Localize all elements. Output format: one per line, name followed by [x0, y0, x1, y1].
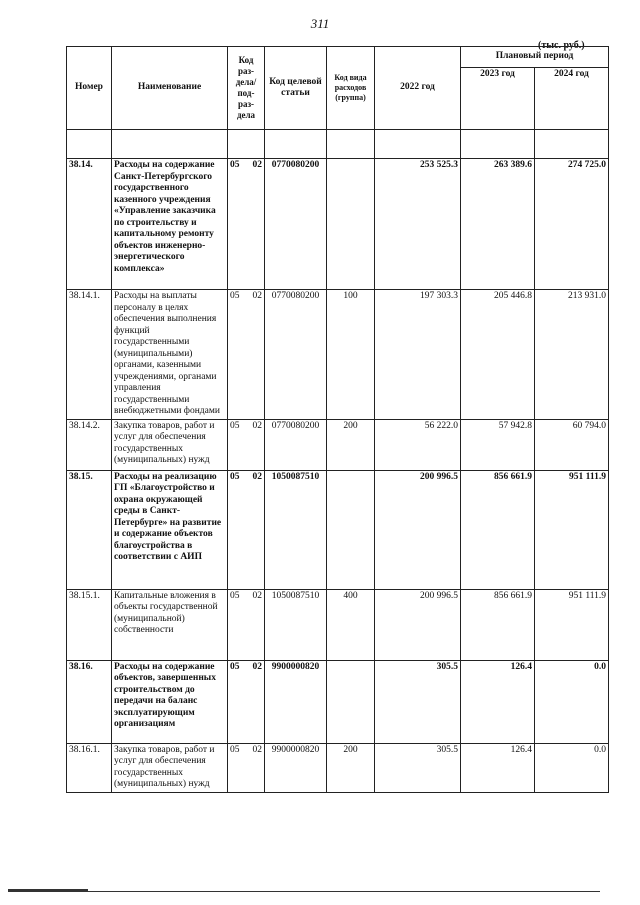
row-value-2024: 951 111.9: [535, 589, 609, 660]
row-section-code: [228, 159, 265, 290]
row-expense-code: [327, 660, 375, 743]
row-value-2023: 856 661.9: [461, 470, 535, 589]
row-value-2022: 200 996.5: [375, 470, 461, 589]
row-value-2024: 274 725.0: [535, 159, 609, 290]
row-value-2022: 197 303.3: [375, 290, 461, 420]
row-target-code: 0770080200: [265, 290, 327, 420]
row-value-2024: 0.0: [535, 743, 609, 792]
section-code: 05: [230, 661, 240, 672]
row-expense-code: [327, 470, 375, 589]
row-target-code: 1050087510: [265, 470, 327, 589]
section-code: 05: [230, 160, 240, 170]
row-value-2024: 60 794.0: [535, 419, 609, 470]
row-value-2023: 205 446.8: [461, 290, 535, 420]
row-name: Расходы на выплаты персоналу в целях обеспечения выполнения функций государственными (муниципальными) органами, казенными учреждениями, органами управления государственными внебюджетными фондами: [112, 290, 228, 420]
table-body: [67, 130, 609, 793]
row-section-code: [228, 660, 265, 743]
subsection-code: 02: [252, 471, 262, 482]
row-expense-code: 200: [327, 419, 375, 470]
row-section-code: [228, 419, 265, 470]
section-code: 05: [230, 590, 240, 601]
table-row: [67, 470, 609, 589]
row-target-code: 0770080200: [265, 159, 327, 290]
header-year-2024: 2024 год: [535, 68, 609, 130]
row-name: Закупка товаров, работ и услуг для обеспечения государственных (муниципальных) нужд: [112, 419, 228, 470]
row-section-code: [228, 470, 265, 589]
row-value-2022: 200 996.5: [375, 589, 461, 660]
row-number: 38.14.: [67, 159, 112, 290]
row-target-code: 0770080200: [265, 419, 327, 470]
row-value-2024: 213 931.0: [535, 290, 609, 420]
table-header: [67, 47, 609, 130]
subsection-code: 02: [252, 744, 262, 755]
table-row: [67, 743, 609, 792]
subsection-code: 02: [252, 420, 262, 431]
row-number: 38.15.: [67, 470, 112, 589]
header-expense-code: Код вида расходов (группа): [327, 47, 375, 130]
row-name: Капитальные вложения в объекты государственной (муниципальной) собственности: [112, 589, 228, 660]
row-number: 38.15.1.: [67, 589, 112, 660]
table-row: [67, 660, 609, 743]
row-value-2022: 305.5: [375, 660, 461, 743]
row-value-2022: 56 222.0: [375, 419, 461, 470]
table-row: [67, 159, 609, 290]
header-section-code: Код раз-дела/под-раз-дела: [228, 47, 265, 130]
row-value-2024: 0.0: [535, 660, 609, 743]
header-planned-period: Плановый период: [461, 47, 609, 68]
footer-divider: [8, 891, 600, 892]
header-year-2023: 2023 год: [461, 68, 535, 130]
subsection-code: 02: [252, 291, 262, 301]
subsection-code: 02: [252, 590, 262, 601]
row-number: 38.14.1.: [67, 290, 112, 420]
row-number: 38.16.1.: [67, 743, 112, 792]
row-value-2023: 57 942.8: [461, 419, 535, 470]
row-value-2023: 126.4: [461, 743, 535, 792]
section-code: 05: [230, 471, 240, 482]
row-name: Расходы на реализацию ГП «Благоустройство и охрана окружающей среды в Санкт-Петербурге» на развитие и содержание объектов благоустройства в соответствии с АИП: [112, 470, 228, 589]
subsection-code: 02: [252, 661, 262, 672]
header-year-2022: 2022 год: [375, 47, 461, 130]
section-code: 05: [230, 420, 240, 431]
table-row: [67, 419, 609, 470]
section-code: 05: [230, 291, 240, 301]
budget-table: [66, 46, 609, 793]
row-expense-code: [327, 159, 375, 290]
section-code: 05: [230, 744, 240, 755]
row-expense-code: 400: [327, 589, 375, 660]
row-expense-code: 100: [327, 290, 375, 420]
row-value-2022: 305.5: [375, 743, 461, 792]
subsection-code: 02: [252, 160, 262, 170]
header-name: Наименование: [112, 47, 228, 130]
page-number: 311: [310, 16, 330, 31]
row-value-2023: 856 661.9: [461, 589, 535, 660]
row-expense-code: 200: [327, 743, 375, 792]
row-target-code: 1050087510: [265, 589, 327, 660]
row-section-code: [228, 290, 265, 420]
row-target-code: 9900000820: [265, 743, 327, 792]
row-name: Расходы на содержание объектов, завершенных строительством до передачи на баланс эксплуатирующим организациям: [112, 660, 228, 743]
row-value-2022: 253 525.3: [375, 159, 461, 290]
row-name: Расходы на содержание Санкт-Петербургского государственного казенного учреждения «Управление заказчика по строительству и капитальному ремонту объектов инженерно-энергетического комплекса»: [112, 159, 228, 290]
row-section-code: [228, 589, 265, 660]
row-value-2024: 951 111.9: [535, 470, 609, 589]
header-number: Номер: [67, 47, 112, 130]
units-label: (тыс. руб.): [538, 40, 585, 51]
row-value-2023: 263 389.6: [461, 159, 535, 290]
row-name: Закупка товаров, работ и услуг для обеспечения государственных (муниципальных) нужд: [112, 743, 228, 792]
row-number: 38.14.2.: [67, 419, 112, 470]
row-number: 38.16.: [67, 660, 112, 743]
row-target-code: 9900000820: [265, 660, 327, 743]
row-section-code: [228, 743, 265, 792]
spacer-row: [67, 130, 609, 159]
header-target-code: Код целевой статьи: [265, 47, 327, 130]
table-row: [67, 589, 609, 660]
table-row: [67, 290, 609, 420]
row-value-2023: 126.4: [461, 660, 535, 743]
